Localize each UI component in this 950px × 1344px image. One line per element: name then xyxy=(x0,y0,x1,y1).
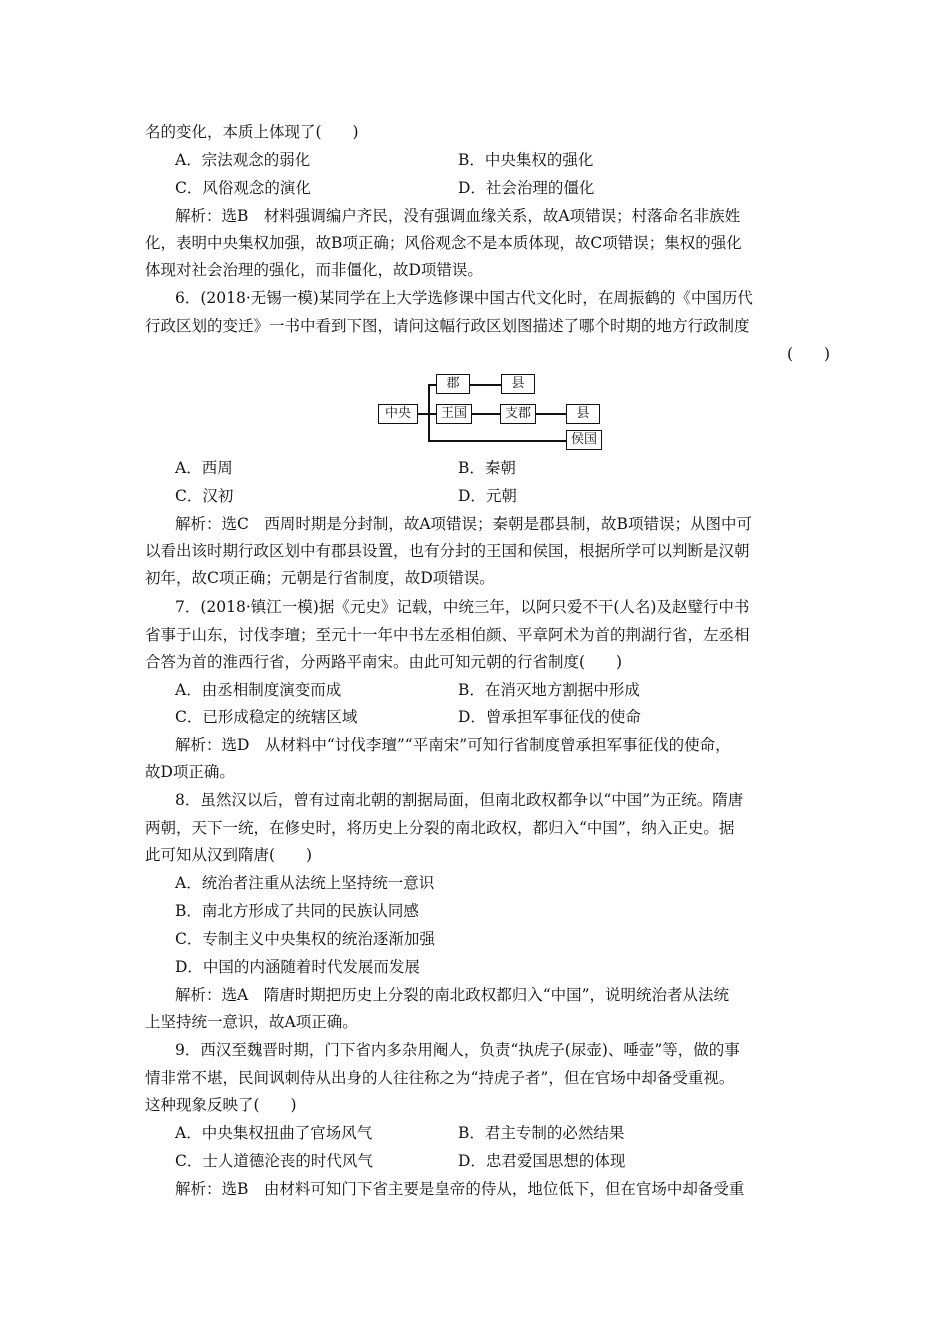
option-b: B．秦朝 xyxy=(458,459,516,477)
diagram-connector xyxy=(418,413,436,415)
diagram-node-jun: 郡 xyxy=(436,374,470,394)
diagram-node-wangguo: 王国 xyxy=(436,404,472,424)
analysis-line: 上坚持统一意识，故A项正确。 xyxy=(145,1013,358,1031)
option-d: D．忠君爱国思想的体现 xyxy=(458,1152,626,1170)
analysis-line: 化，表明中央集权加强，故B项正确；风俗观念不是本质体现，故C项错误；集权的强化 xyxy=(145,234,742,252)
question-6: 6．(2018·无锡一模)某同学在上大学选修课中国古代文化时，在周振鹤的《中国历代 xyxy=(175,289,753,307)
analysis-line: 以看出该时期行政区划中有郡县设置，也有分封的王国和侯国，根据所学可以判断是汉朝 xyxy=(145,542,750,560)
question-line: 情非常不堪，民间讽刺侍从出身的人往往称之为“持虎子者”，但在官场中却备受重视。 xyxy=(145,1069,735,1087)
analysis-line: 体现对社会治理的强化，而非僵化，故D项错误。 xyxy=(145,261,483,279)
analysis-line: 解析：选C 西周时期是分封制，故A项错误；秦朝是郡县制，故B项错误；从图中可 xyxy=(175,515,752,533)
diagram-connector xyxy=(428,384,430,440)
diagram-node-xian-top: 县 xyxy=(501,374,535,394)
diagram-connector xyxy=(536,413,566,415)
diagram-node-center: 中央 xyxy=(378,404,418,424)
question-line: 合答为首的淮西行省，分两路平南宋。由此可知元朝的行省制度( ) xyxy=(145,653,623,671)
option-c: C．士人道德沦丧的时代风气 xyxy=(175,1152,373,1170)
question-7: 7．(2018·镇江一模)据《元史》记载，中统三年，以阿只爱不干(人名)及赵璧行中书 xyxy=(175,598,750,616)
option-d: D．元朝 xyxy=(458,487,517,505)
question-line: 省事于山东，讨伐李璮；至元十一年中书左丞相伯颜、平章阿术为首的荆湖行省，左丞相 xyxy=(145,626,750,644)
option-a: A．中央集权扭曲了官场风气 xyxy=(175,1124,373,1142)
option-d: D．社会治理的僵化 xyxy=(458,179,595,197)
option-b: B．君主专制的必然结果 xyxy=(458,1124,625,1142)
question-line: 这种现象反映了( ) xyxy=(145,1096,297,1114)
question-9: 9．西汉至魏晋时期，门下省内多杂用阉人，负责“执虎子(尿壶)、唾壶”等，做的事 xyxy=(175,1041,740,1059)
analysis-line: 解析：选A 隋唐时期把历史上分裂的南北政权都归入“中国”，说明统治者从法统 xyxy=(175,986,730,1004)
diagram-connector xyxy=(472,413,500,415)
option-c: C．专制主义中央集权的统治逐渐加强 xyxy=(175,930,435,948)
text-line: 名的变化，本质上体现了( ) xyxy=(145,123,359,141)
diagram-connector xyxy=(428,384,436,386)
option-a: A．统治者注重从法统上坚持统一意识 xyxy=(175,874,435,892)
question-line: 两朝，天下一统，在修史时，将历史上分裂的南北政权，都归入“中国”，纳入正史。据 xyxy=(145,819,735,837)
diagram-node-zhijun: 支郡 xyxy=(500,404,536,424)
diagram-node-xian-mid: 县 xyxy=(566,404,600,424)
answer-bracket: ( ) xyxy=(787,345,831,363)
admin-division-diagram xyxy=(378,368,608,454)
option-a: A．西周 xyxy=(175,459,233,477)
question-line: 此可知从汉到隋唐( ) xyxy=(145,846,313,864)
option-c: C．已形成稳定的统辖区域 xyxy=(175,708,358,726)
option-c: C．风俗观念的演化 xyxy=(175,179,311,197)
option-b: B．在消灭地方割据中形成 xyxy=(458,681,640,699)
diagram-node-houguo: 侯国 xyxy=(566,430,602,450)
option-d: D．曾承担军事征伐的使命 xyxy=(458,708,641,726)
question-line: 行政区划的变迁》一书中看到下图，请问这幅行政区划图描述了哪个时期的地方行政制度 xyxy=(145,317,750,335)
diagram-connector xyxy=(470,384,501,386)
analysis-line: 解析：选B 材料强调编户齐民，没有强调血缘关系，故A项错误；村落命名非族姓 xyxy=(175,207,741,225)
question-8: 8．虽然汉以后，曾有过南北朝的割据局面，但南北政权都争以“中国”为正统。隋唐 xyxy=(175,791,744,809)
option-a: A．宗法观念的弱化 xyxy=(175,151,311,169)
diagram-connector xyxy=(428,440,566,442)
analysis-line: 故D项正确。 xyxy=(145,763,235,781)
analysis-line: 初年，故C项正确；元朝是行省制度，故D项错误。 xyxy=(145,569,495,587)
option-a: A．由丞相制度演变而成 xyxy=(175,681,342,699)
option-b: B．中央集权的强化 xyxy=(458,151,594,169)
option-d: D．中国的内涵随着时代发展而发展 xyxy=(175,958,420,976)
analysis-line: 解析：选D 从材料中“讨伐李璮”“平南宋”可知行省制度曾承担军事征伐的使命， xyxy=(175,736,731,754)
option-c: C．汉初 xyxy=(175,487,234,505)
analysis-line: 解析：选B 由材料可知门下省主要是皇帝的侍从，地位低下，但在官场中却备受重 xyxy=(175,1180,745,1198)
option-b: B．南北方形成了共同的民族认同感 xyxy=(175,902,419,920)
